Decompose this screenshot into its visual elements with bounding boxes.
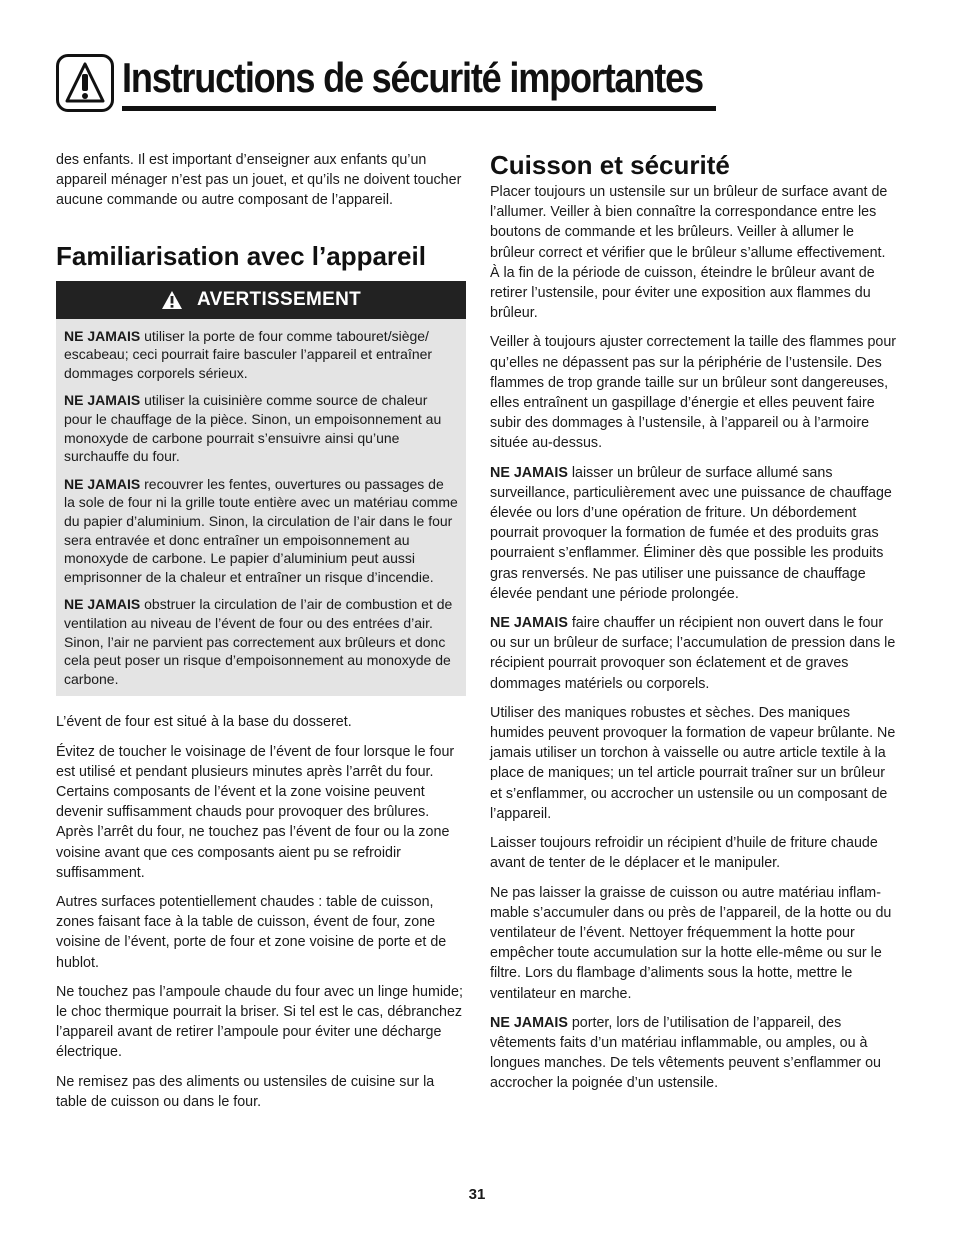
paragraph-text: laisser un brûleur de surface allumé sans surveillance, particulièrement avec une puissance de chauffage élevée ou lors d’une opération de friture. Un débordement pourrait provoquer la formation de fumée et des produits gras pourraient s’enflammer. Éliminer dès que possible les produits gras renversés. Ne pas utiliser une puissance de chauffage élevée pendant une période prolongée.	[490, 464, 892, 602]
left-column	[56, 150, 466, 1121]
page-title: Instructions de sécurité importantes	[122, 54, 703, 101]
warning-bar	[56, 281, 466, 319]
warning-triangle-icon	[161, 290, 183, 310]
warning-item-text: recouvrer les fentes, ouvertures ou passages de la sole de four ni la grille toute entière avec un matériau comme du papier d’aluminium. Sinon, la circulation de l’air dans le four sera entravée et donc entraîner un empoisonnement au monoxyde de carbone. Le papier d’aluminium peut aussi emprisonner de la chaleur et entraîner un risque d’incendie.	[64, 475, 458, 585]
warning-item	[64, 327, 458, 383]
page-header	[56, 52, 716, 118]
body-paragraph: Ne remisez pas des aliments ou ustensiles de cuisine sur la table de cuisson ou dans le four.	[56, 1073, 435, 1110]
body-paragraph	[490, 1013, 898, 1094]
paragraph-text: faire chauffer un récipient non ouvert dans le four ou sur un brûleur de surface; l’accumulation de pression dans le récipient pourrait provoquer son éclatement et de graves dommages matériels ou corporels.	[490, 615, 896, 692]
warning-item-text: utiliser la cuisinière comme source de chaleur pour le chauffage de la pièce. Sinon, un empoisonnement au monoxyde de carbone pourrait s’ensuivre ainsi qu’une surchauffe du four.	[64, 392, 442, 465]
warning-item-lead: NE JAMAIS	[64, 327, 141, 344]
warning-item-text: obstruer la circulation de l’air de combustion et de ventilation au niveau de l’évent de four ou des entrées d’air. Sinon, l’air ne parvient pas correctement aux brûleurs et donc cela peut poser un risque d’empoisonnement au monoxyde de carbone.	[64, 596, 453, 687]
title-underline	[122, 106, 716, 111]
paragraph-text: Ne pas laisser la graisse de cuisson ou autre matériau inflam-mable s’accumuler dans ou près de l’appareil, de la hotte ou du ventilateur de l’évent. Nettoyer fréquemment la hotte pour empêcher toute accumulation sur la hotte elle-même ou sur le filtre. Lors du flambage d’aliments sous la hotte, mettre le ventilateur en marche.	[490, 884, 892, 1002]
body-paragraph: L’évent de four est situé à la base du dosseret.	[56, 714, 352, 731]
warning-exclamation-icon	[56, 54, 114, 112]
body-paragraph: Autres surfaces potentiellement chaudes : table de cuisson, zones faisant face à la table de cuisson, évent de four, zone voisine de l’évent, porte de four et zone voisine de porte et de hublot.	[56, 893, 447, 971]
paragraph-text: Laisser toujours refroidir un récipient d’huile de friture chaude avant de tenter de le déplacer et le manipuler.	[490, 835, 878, 872]
section-heading-cuisson: Cuisson et sécurité	[490, 150, 730, 180]
warning-item	[64, 475, 458, 587]
body-paragraph	[490, 332, 898, 453]
body-paragraph: Ne touchez pas l’ampoule chaude du four avec un linge humide; le choc thermique pourrait la briser. Si tel est le cas, débranchez l’appareil avant de retirer l’ampoule pour éviter une décharge électrique.	[56, 983, 463, 1061]
body-paragraph	[490, 182, 898, 323]
page-number: 31	[468, 1186, 486, 1203]
body-paragraph	[490, 833, 898, 873]
body-paragraph: Évitez de toucher le voisinage de l’évent de four lorsque le four est utilisé et pendant plusieurs minutes après l’arrêt du four. Certains composants de l’évent et la zone voisine peuvent devenir suffisamment chauds pour provoquer des brûlures. Après l’arrêt du four, ne touchez pas l’évent de four ou la zone voisine avant que ces composants aient pu se refroidir suffisamment.	[56, 743, 455, 881]
warning-item-text: utiliser la porte de four comme tabouret/siège/ escabeau; ceci pourrait faire basculer l’appareil et entraîner dommages corporels sérieux.	[64, 327, 433, 381]
paragraph-text: porter, lors de l’utilisation de l’appareil, des vêtements faits d’un matériau inflammable, ou amples, ou à longues manches. De tels vêtements peuvent s’enflammer ou accrocher la poignée d’un ustensile.	[490, 1014, 881, 1092]
warning-label: AVERTISSEMENT	[196, 288, 361, 310]
section-heading-familiarisation: Familiarisation avec l’appareil	[56, 240, 426, 271]
intro-paragraph: des enfants. Il est important d’enseigner aux enfants qu’un appareil ménager n’est pas un jouet, et qu’ils ne doivent toucher aucune commande ou autre composant de l’appareil.	[56, 152, 462, 209]
body-paragraph	[490, 463, 898, 604]
warning-item-lead: NE JAMAIS	[64, 392, 141, 409]
body-paragraph	[490, 613, 898, 694]
warning-item-lead: NE JAMAIS	[64, 475, 141, 492]
body-paragraph	[490, 883, 898, 1004]
paragraph-lead: NE JAMAIS	[490, 1014, 568, 1031]
body-paragraph	[490, 703, 898, 824]
right-column	[490, 150, 898, 1103]
warning-item	[64, 595, 458, 688]
warning-panel	[56, 281, 466, 697]
warning-body	[56, 319, 466, 697]
paragraph-text: Veiller à toujours ajuster correctement la taille des flammes pour qu’elles ne dépassent pas sur la périphérie de l’ustensile. Des flammes de trop grande taille sur un brûleur sont dangereuses, elles entraînent un gaspillage d’énergie et elles peuvent faire subir des dommages à l’ustensile, à l’appareil ou à l’armoire située au-dessus.	[490, 334, 897, 452]
warning-item	[64, 391, 458, 465]
warning-item-lead: NE JAMAIS	[64, 596, 141, 613]
paragraph-lead: NE JAMAIS	[490, 464, 568, 481]
paragraph-text: Utiliser des maniques robustes et sèches. Des maniques humides peuvent provoquer la formation de vapeur brûlante. Ne jamais utiliser un torchon à vaisselle ou autre article textile à la place de maniques; un tel article pourrait traîner sur un brûleur et s’enflammer, ou accrocher un ustensile ou un composant de l’appareil.	[490, 704, 896, 822]
paragraph-text: Placer toujours un ustensile sur un brûleur de surface avant de l’allumer. Veiller à bien connaître la correspondance entre les boutons de commande et les brûleurs. Veiller à allumer le brûleur correct et vérifier que le brûleur s’allume effectivement. À la fin de la période de cuisson, éteindre le brûleur avant de retirer l’ustensile, pour éviter une exposition aux flammes du brûleur.	[490, 184, 888, 322]
paragraph-lead: NE JAMAIS	[490, 615, 568, 632]
